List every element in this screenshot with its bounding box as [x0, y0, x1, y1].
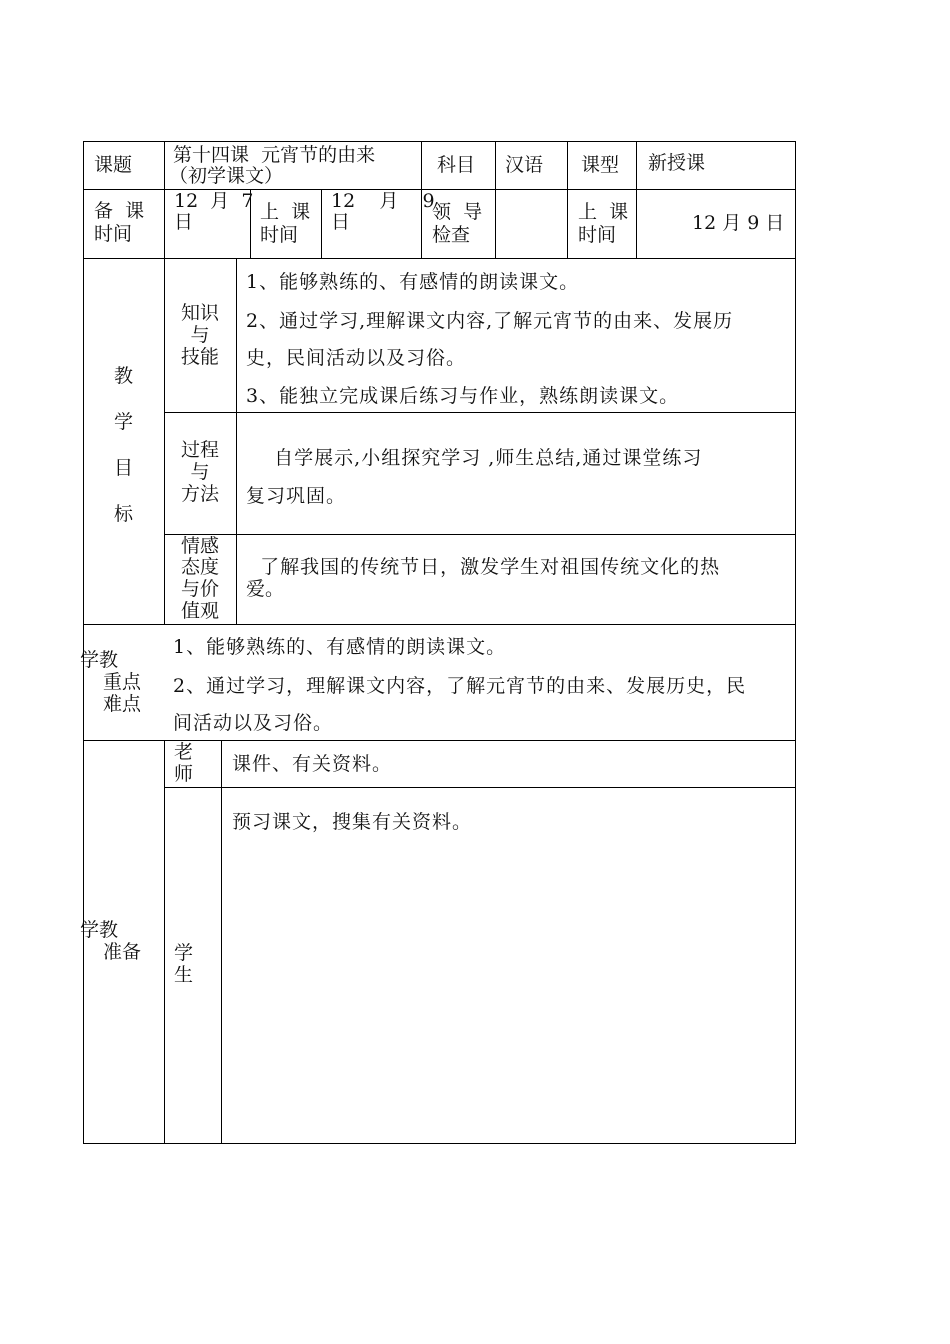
emotion-label: 态度	[180, 556, 219, 578]
prep-time-label: 备 课	[94, 200, 145, 222]
process-label: 过程	[180, 439, 219, 461]
key-points-label: 学教	[80, 649, 119, 671]
table-rule	[164, 534, 796, 535]
table-rule	[321, 189, 322, 259]
goals-label-char: 标	[114, 503, 134, 525]
table-border-bottom	[83, 1143, 796, 1144]
student-prep-value: 预习课文，搜集有关资料。	[232, 811, 473, 833]
table-rule	[164, 740, 165, 1144]
process-text: 自学展示,小组探究学习 ,师生总结,通过课堂练习	[246, 447, 703, 469]
teacher-label: 师	[174, 763, 194, 785]
class-date2: 12 月 9 日	[692, 212, 785, 234]
table-rule	[636, 141, 637, 259]
table-rule	[164, 141, 165, 625]
key-point-item: 1、能够熟练的、有感情的朗读课文。	[173, 636, 507, 658]
knowledge-label: 技能	[180, 346, 219, 368]
class-time-label-2: 时间	[260, 224, 299, 246]
key-points-label: 难点	[103, 693, 142, 715]
key-point-item: 间活动以及习俗。	[173, 712, 334, 734]
emotion-text: 了解我国的传统节日，激发学生对祖国传统文化的热	[246, 556, 721, 578]
table-border-top	[83, 141, 796, 142]
emotion-label: 与价	[180, 578, 219, 600]
table-rule	[83, 624, 796, 625]
subject-label: 科目	[437, 154, 476, 176]
table-rule	[83, 258, 796, 259]
knowledge-item: 1、能够熟练的、有感情的朗读课文。	[246, 271, 580, 293]
goals-label-char: 目	[114, 457, 134, 479]
leader-check-label-2: 检查	[432, 224, 471, 246]
goals-label-char: 学	[114, 411, 134, 433]
lesson-label: 课题	[94, 154, 133, 176]
prep-time-label-2: 时间	[94, 223, 133, 245]
type-value: 新授课	[648, 152, 706, 174]
teacher-label: 老	[174, 741, 194, 763]
process-label: 方法	[180, 483, 219, 505]
knowledge-item: 史，民间活动以及习俗。	[246, 347, 467, 369]
knowledge-item: 2、通过学习,理解课文内容,了解元宵节的由来、发展历	[246, 310, 734, 332]
table-rule	[221, 740, 222, 1144]
class-time2-label-2: 时间	[578, 224, 617, 246]
table-rule	[495, 141, 496, 259]
lesson-title-note: （初学课文）	[169, 165, 284, 187]
class-date-2: 日	[331, 211, 351, 233]
knowledge-item: 3、能独立完成课后练习与作业，熟练朗读课文。	[246, 385, 680, 407]
teacher-prep-value: 课件、有关资料。	[232, 753, 393, 775]
key-point-item: 2、通过学习，理解课文内容，了解元宵节的由来、发展历史，民	[173, 675, 747, 697]
leader-check-label: 领 导	[432, 201, 483, 223]
student-label: 生	[174, 964, 194, 986]
emotion-text: 爱。	[246, 578, 285, 600]
goals-label-char: 教	[114, 365, 134, 387]
emotion-label: 值观	[180, 600, 219, 622]
type-label: 课型	[581, 154, 620, 176]
table-rule	[236, 258, 237, 625]
prep-date: 12 月 7	[174, 190, 254, 212]
process-text: 复习巩固。	[246, 485, 347, 507]
table-rule	[567, 141, 568, 259]
lesson-title: 第十四课 元宵节的由来	[173, 144, 376, 166]
table-border-right	[795, 141, 796, 1144]
prep-date-2: 日	[174, 211, 194, 233]
process-label: 与	[190, 461, 210, 483]
preparation-label: 准备	[103, 941, 142, 963]
preparation-label: 学教	[80, 919, 119, 941]
table-rule	[164, 787, 796, 788]
class-time-label: 上 课	[260, 201, 311, 223]
class-date: 12 月 9	[331, 190, 435, 212]
knowledge-label: 与	[190, 324, 210, 346]
emotion-label: 情感	[180, 535, 219, 557]
student-label: 学	[174, 942, 194, 964]
subject-value: 汉语	[505, 154, 544, 176]
class-time2-label: 上 课	[578, 201, 629, 223]
key-points-label: 重点	[103, 671, 142, 693]
table-border-left	[83, 141, 84, 1144]
knowledge-label: 知识	[180, 302, 219, 324]
